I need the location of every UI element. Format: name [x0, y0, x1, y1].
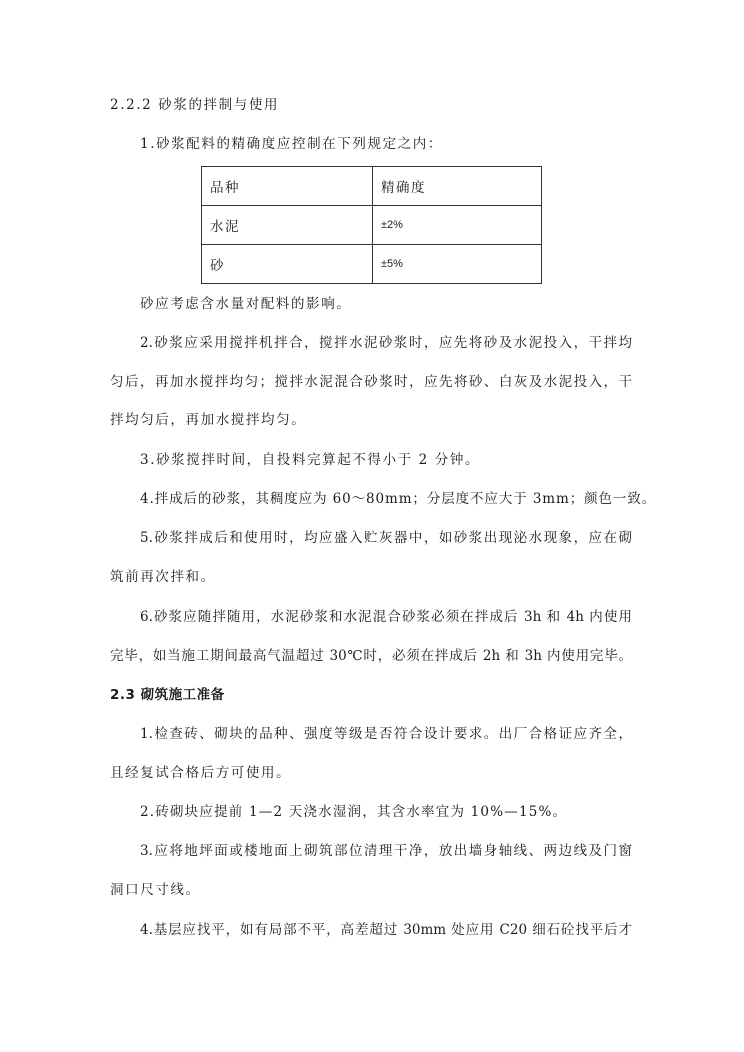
- prep-item-2: 2.砖砌块应提前 1—2 天浇水湿润，其含水率宜为 10%—15%。: [140, 804, 568, 820]
- table-header-cell: 精确度: [373, 167, 542, 206]
- table-cell-material: 砂: [202, 245, 373, 284]
- item-2-line-3: 拌均匀后，再加水搅拌均匀。: [110, 412, 307, 428]
- item-1-intro: 1.砂浆配料的精确度应控制在下列规定之内：: [140, 136, 443, 152]
- section-heading-2-2-2: 2.2.2 砂浆的拌制与使用: [110, 97, 280, 113]
- prep-item-1-line-1: 1.检查砖、砌块的品种、强度等级是否符合设计要求。出厂合格证应齐全，: [140, 726, 632, 742]
- item-6-line-1: 6.砂浆应随拌随用，水泥砂浆和水泥混合砂浆必须在拌成后 3h 和 4h 内使用: [140, 609, 632, 625]
- table-cell-material: 水泥: [202, 206, 373, 245]
- item-2-line-1: 2.砂浆应采用搅拌机拌合，搅拌水泥砂浆时，应先将砂及水泥投入，干拌均: [140, 335, 632, 351]
- table-header-cell: 品种: [202, 167, 373, 206]
- accuracy-table: [201, 166, 542, 284]
- prep-item-3-line-1: 3.应将地坪面或楼地面上砌筑部位清理干净，放出墙身轴线、两边线及门窗: [140, 843, 632, 859]
- prep-item-1-line-2: 且经复试合格后方可使用。: [110, 765, 292, 781]
- table-header-row: [202, 167, 542, 206]
- table-cell-accuracy: ±2%: [373, 206, 542, 245]
- item-2-line-2: 匀后，再加水搅拌均匀；搅拌水泥混合砂浆时，应先将砂、白灰及水泥投入，干: [110, 374, 632, 390]
- item-3: 3.砂浆搅拌时间，自投料完算起不得小于 2 分钟。: [140, 452, 481, 468]
- table-cell-accuracy: ±5%: [373, 245, 542, 284]
- item-1-note: 砂应考虑含水量对配料的影响。: [140, 296, 352, 312]
- item-5-line-2: 筑前再次拌和。: [110, 569, 216, 585]
- prep-item-4-line-1: 4.基层应找平，如有局部不平，高差超过 30mm 处应用 C20 细石砼找平后才: [140, 922, 632, 938]
- prep-item-3-line-2: 洞口尺寸线。: [110, 882, 201, 898]
- item-5-line-1: 5.砂浆拌成后和使用时，均应盛入贮灰器中，如砂浆出现泌水现象，应在砌: [140, 530, 632, 546]
- table-row: [202, 206, 542, 245]
- section-heading-2-3: 2.3 砌筑施工准备: [110, 687, 225, 703]
- item-4: 4.拌成后的砂浆，其稠度应为 60～80mm；分层度不应大于 3mm；颜色一致。: [140, 491, 657, 507]
- table-row: [202, 245, 542, 284]
- item-6-line-2: 完毕，如当施工期间最高气温超过 30℃时，必须在拌成后 2h 和 3h 内使用完毕。: [110, 648, 632, 664]
